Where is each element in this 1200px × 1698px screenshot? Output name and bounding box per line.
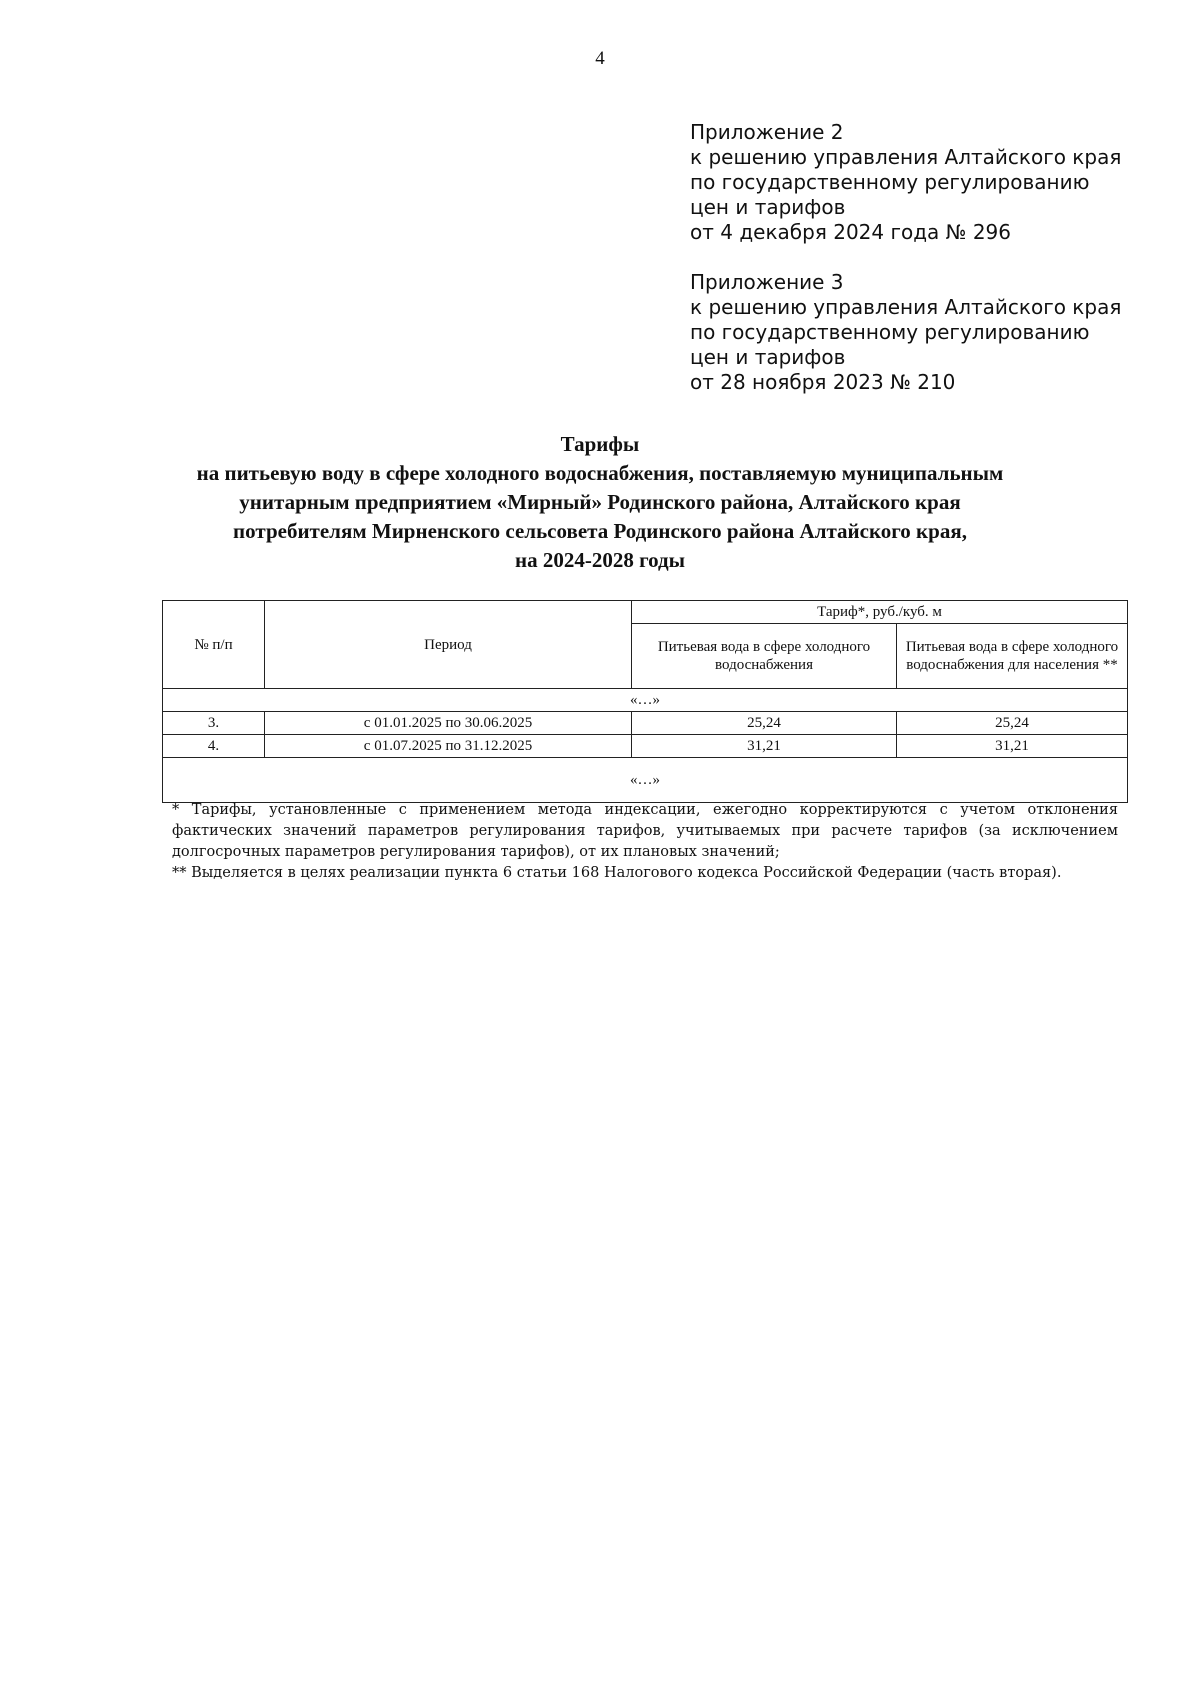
- page-number: 4: [595, 48, 605, 69]
- tariff-table: [162, 600, 1128, 803]
- appendix-2-header: [690, 120, 1121, 245]
- appendix-2-line: по государственному регулированию: [690, 170, 1090, 194]
- appendix-2-line: Приложение 2: [690, 120, 844, 144]
- row-period: с 01.01.2025 по 30.06.2025: [265, 712, 632, 735]
- appendix-2-line: цен и тарифов: [690, 195, 846, 219]
- table-ellipsis: «…»: [163, 758, 1128, 803]
- footnote-tax: ** Выделяется в целях реализации пункта 6 статьи 168 Налогового кодекса Российской Федерации (часть вторая).: [172, 865, 1062, 881]
- header-tariff: Тариф*, руб./куб. м: [632, 601, 1128, 624]
- header-period: Период: [265, 601, 632, 689]
- footnotes: [172, 800, 1118, 884]
- appendix-3-line: от 28 ноября 2023 № 210: [690, 370, 956, 394]
- title-line: на 2024-2028 годы: [514, 548, 686, 572]
- appendix-2-line: к решению управления Алтайского края: [690, 145, 1122, 169]
- appendix-3-header: [690, 270, 1121, 395]
- title-line: на питьевую воду в сфере холодного водоснабжения, поставляемую муниципальным: [196, 461, 1004, 485]
- document-title: [0, 430, 1200, 575]
- row-tariff-water: 31,21: [632, 735, 897, 758]
- appendix-2-line: от 4 декабря 2024 года № 296: [690, 220, 1011, 244]
- appendix-3-line: цен и тарифов: [690, 345, 846, 369]
- table-row: [163, 735, 1128, 758]
- table-ellipsis: «…»: [163, 689, 1128, 712]
- title-line: Тарифы: [560, 432, 640, 456]
- appendix-3-line: к решению управления Алтайского края: [690, 295, 1122, 319]
- appendix-3-line: по государственному регулированию: [690, 320, 1090, 344]
- footnote-indexation: * Тарифы, установленные с применением метода индексации, ежегодно корректируются с учетом отклонения фактических значений параметров регулирования тарифов, учитываемых при расчете тарифов (за исключением долгосрочных параметров регулирования тарифов), от их плановых значений;: [172, 802, 1118, 860]
- header-number: № п/п: [163, 601, 265, 689]
- row-tariff-water: 25,24: [632, 712, 897, 735]
- row-tariff-population: 31,21: [897, 735, 1128, 758]
- table-row: [163, 712, 1128, 735]
- row-period: с 01.07.2025 по 31.12.2025: [265, 735, 632, 758]
- title-line: унитарным предприятием «Мирный» Родинского района, Алтайского края: [239, 490, 961, 514]
- header-water-population: Питьевая вода в сфере холодного водоснабжения для населения **: [897, 624, 1128, 689]
- appendix-3-line: Приложение 3: [690, 270, 844, 294]
- row-number: 4.: [163, 735, 265, 758]
- header-water: Питьевая вода в сфере холодного водоснабжения: [632, 624, 897, 689]
- row-number: 3.: [163, 712, 265, 735]
- row-tariff-population: 25,24: [897, 712, 1128, 735]
- title-line: потребителям Мирненского сельсовета Родинского района Алтайского края,: [233, 519, 967, 543]
